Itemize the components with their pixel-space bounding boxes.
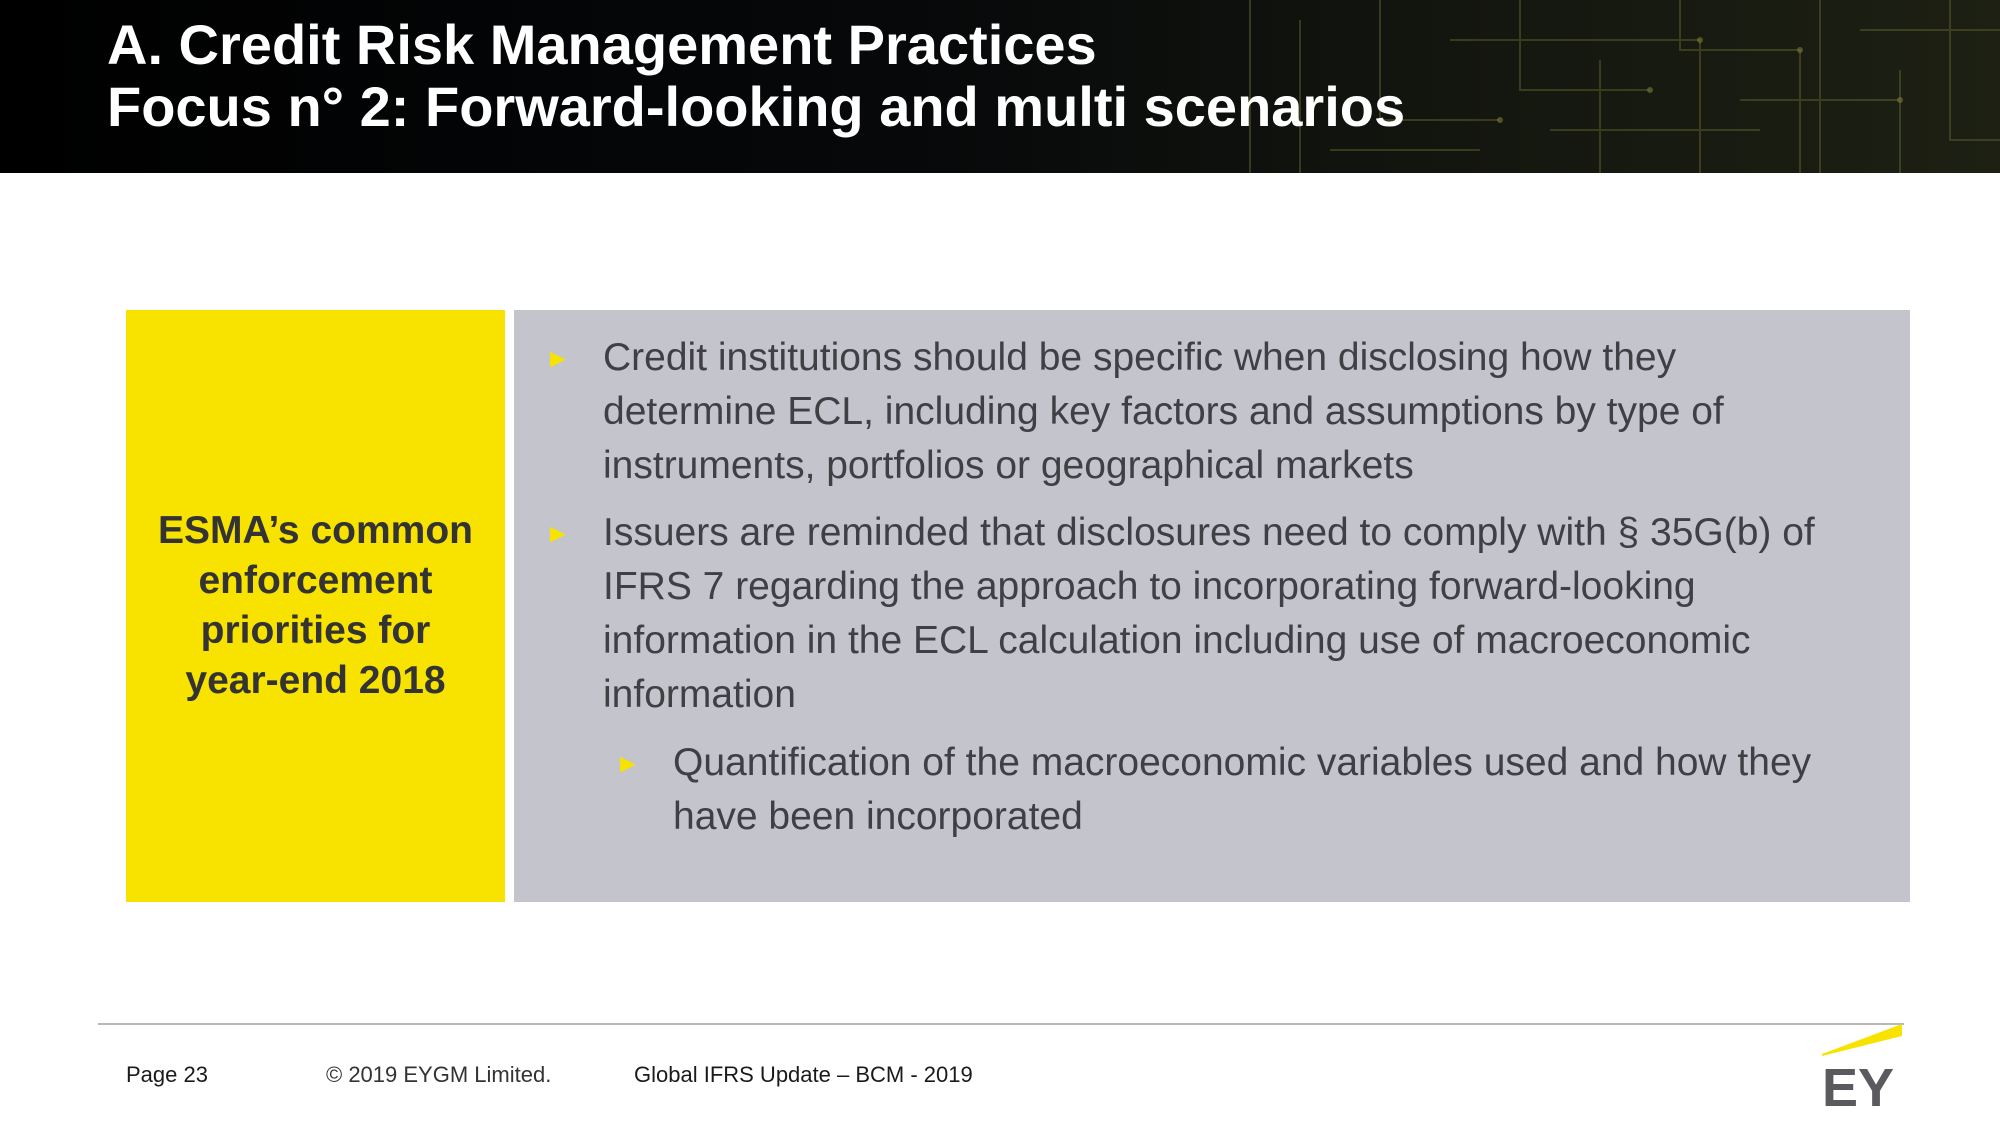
- bullet-1-line-2: determine ECL, including key factors and assumptions by type of: [603, 390, 1724, 433]
- label-line-3: priorities for: [200, 609, 431, 652]
- bullet-1-line-3: instruments, portfolios or geographical markets: [603, 444, 1414, 487]
- bullet-1-line-1: Credit institutions should be specific when disclosing how they: [603, 336, 1677, 379]
- header-banner: [0, 0, 2000, 173]
- bullet-panel: [514, 310, 1910, 902]
- triangle-bullet-icon: ►: [545, 343, 571, 373]
- bullet-2-line-3: information in the ECL calculation including use of macroeconomic: [603, 619, 1751, 662]
- esma-priorities-box: [126, 310, 505, 902]
- label-line-4: year-end 2018: [185, 659, 446, 702]
- title-line-2: Focus n° 2: Forward-looking and multi scenarios: [107, 75, 1406, 138]
- label-line-2: enforcement: [198, 559, 433, 602]
- label-line-1: ESMA’s common: [158, 509, 473, 552]
- bullet-2-line-4: information: [603, 673, 796, 716]
- ey-logo-text: EY: [1822, 1058, 1895, 1110]
- esma-priorities-label: [146, 506, 486, 706]
- bullet-3-line-1: Quantification of the macroeconomic variables used and how they: [673, 741, 1812, 784]
- event-name: Global IFRS Update – BCM - 2019: [634, 1062, 973, 1087]
- footer-divider: [98, 1023, 1904, 1025]
- bullet-2-line-1: Issuers are reminded that disclosures need to comply with § 35G(b) of: [603, 511, 1815, 554]
- page-title: [107, 14, 1405, 138]
- triangle-bullet-icon: ►: [615, 748, 641, 778]
- page-number: Page 23: [126, 1062, 208, 1087]
- triangle-bullet-icon: ►: [545, 518, 571, 548]
- bullet-3-line-2: have been incorporated: [673, 795, 1083, 838]
- ey-logo-icon: [1818, 1020, 1904, 1110]
- title-line-1: A. Credit Risk Management Practices: [107, 13, 1097, 76]
- bullet-2-line-2: IFRS 7 regarding the approach to incorporating forward-looking: [603, 565, 1696, 608]
- copyright-notice: © 2019 EYGM Limited.: [326, 1062, 552, 1087]
